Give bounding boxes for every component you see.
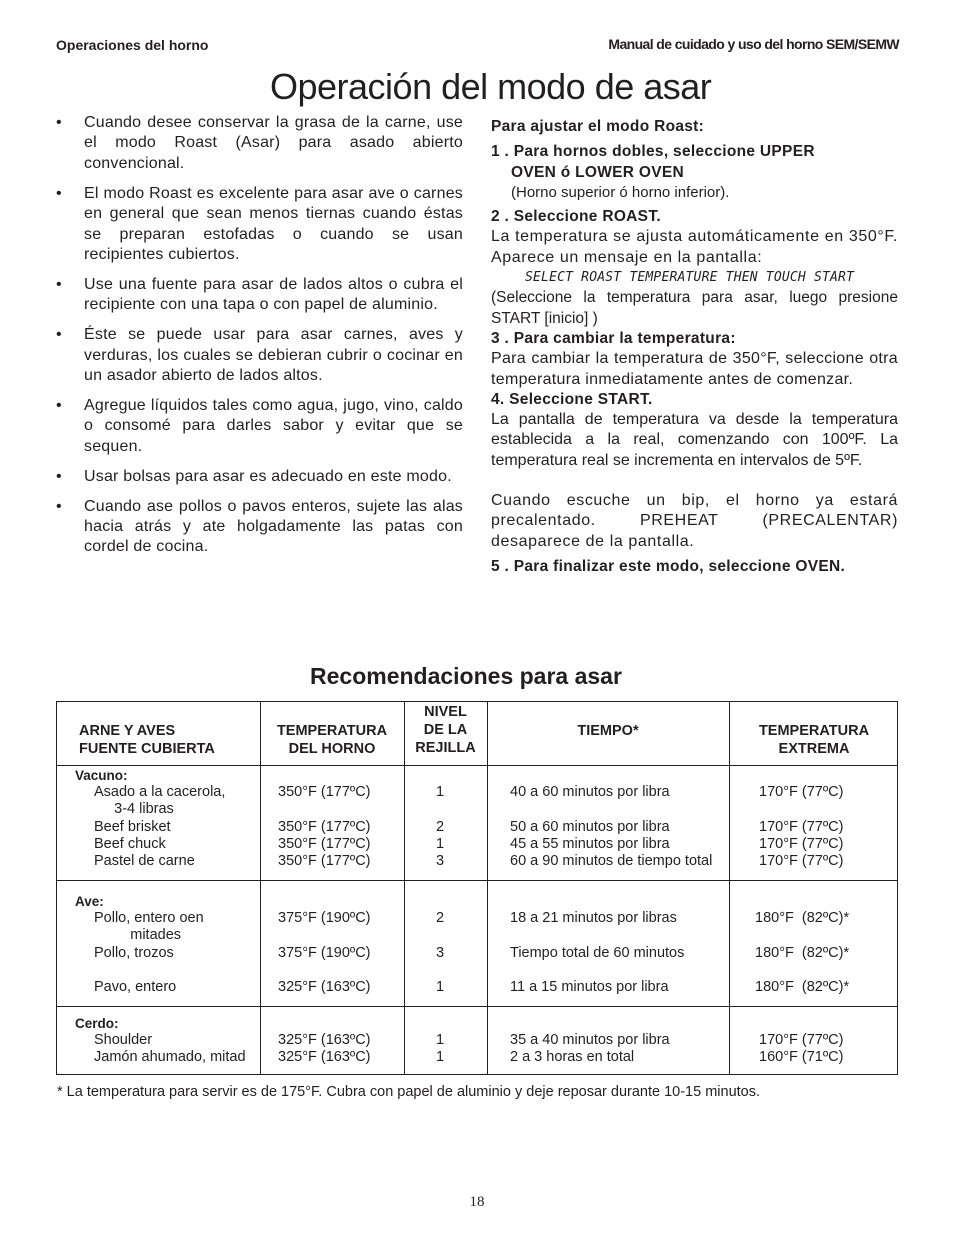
step-3-text: Para cambiar la temperatura de 350°F, seleccione otra temperatura inmediatamente antes de comenzar. (491, 350, 898, 388)
time-cell: 35 a 40 minutos por libra 2 a 3 horas en total (510, 1032, 670, 1066)
list-item (56, 184, 463, 266)
category-label: Vacuno: (75, 768, 128, 783)
section-header: Operaciones del horno (56, 37, 209, 53)
step-1-title-cont: OVEN ó LOWER OVEN (511, 163, 685, 181)
list-item (56, 325, 463, 386)
list-item (56, 396, 463, 457)
bullet-text: El modo Roast es excelente para asar ave o carnes en general que sean menos tiernas cuando éstas se preparan estofadas o cuando se usan recipientes cubiertos. (84, 184, 463, 263)
bullet-icon: • (56, 275, 62, 293)
bullet-icon: • (56, 396, 62, 414)
table-row: Asado a la cacerola, 3-4 libras Beef brisket Beef chuck Pastel de carne (94, 784, 226, 870)
step-3-title: 3 . Para cambiar la temperatura: (491, 329, 736, 347)
row-divider (57, 1006, 897, 1007)
display-message: SELECT ROAST TEMPERATURE THEN TOUCH START (525, 270, 855, 286)
step-2-text: La temperatura se ajusta automáticamente en 350°F. Aparece un mensaje en la pantalla: (491, 228, 898, 266)
header-oven-temp: TEMPERATURA DEL HORNO (276, 723, 388, 757)
category-label: Ave: (75, 894, 104, 909)
rack-level-cell: 1 2 1 3 (435, 784, 445, 870)
step-1-note: (Horno superior ó horno inferior). (511, 183, 730, 201)
page-title: Operación del modo de asar (270, 66, 712, 107)
bullet-text: Éste se puede usar para asar carnes, aves y verduras, los cuales se debieran cubrir o cocinar en un asador abierto de lados altos. (84, 326, 463, 384)
bullet-text: Use una fuente para asar de lados altos o cubra el recipiente con una tapa o con papel de aluminio. (84, 275, 463, 314)
instructions-heading: Para ajustar el modo Roast: (491, 118, 705, 135)
step-2-note: (Seleccione la temperatura para asar, luego presione START [inicio] ) (491, 289, 898, 327)
roasting-table (56, 701, 898, 1075)
bullet-icon: • (56, 497, 62, 515)
header-final-temp: TEMPERATURA EXTREMA (758, 723, 870, 757)
table-title: Recomendaciones para asar (310, 663, 622, 689)
bullet-text: Cuando desee conservar la grasa de la carne, use el modo Roast (Asar) para asado abierto convencional. (84, 114, 463, 172)
list-item (56, 467, 463, 487)
oven-temp-cell: 375°F (190ºC) 375°F (190ºC) 325°F (163ºC) (278, 910, 371, 996)
table-row: Pollo, entero oen mitades Pollo, trozos Pavo, entero (94, 910, 204, 996)
final-temp-cell: 180°F (82ºC)* 180°F (82ºC)* 180°F (82ºC)* (755, 910, 850, 996)
final-temp-cell: 170°F (77ºC) 170°F (77ºC) 170°F (77ºC) 170°F (77ºC) (759, 784, 844, 870)
bullet-icon: • (56, 326, 62, 344)
rack-level-cell: 2 3 1 (435, 910, 445, 996)
manual-header: Manual de cuidado y uso del horno SEM/SEMW (608, 36, 899, 52)
bullet-icon: • (56, 114, 62, 131)
rack-level-cell: 1 1 (435, 1032, 445, 1066)
header-rack-level: NIVEL DE LA REJILLA (415, 704, 476, 756)
table-footnote: * La temperatura para servir es de 175°F. Cubra con papel de aluminio y deje reposar durante 10-15 minutos. (57, 1084, 761, 1100)
bullet-text: Cuando ase pollos o pavos enteros, sujete las alas hacia atrás y ate holgadamente las patas con cordel de cocina. (84, 497, 463, 556)
step-4-text: La pantalla de temperatura va desde la temperatura establecida a la real, comenzando con 100ºF. La temperatura real se incrementa en intervalos de 5ºF. (491, 411, 898, 469)
page-number: 18 (469, 1194, 485, 1210)
row-divider (57, 880, 897, 881)
column-divider (487, 702, 488, 1074)
table-row: Shoulder Jamón ahumado, mitad (94, 1032, 246, 1066)
bullet-text: Agregue líquidos tales como agua, jugo, vino, caldo o consomé para darles sabor y evitar que se sequen. (84, 396, 463, 455)
final-temp-cell: 170°F (77ºC) 160°F (71ºC) (759, 1032, 844, 1066)
header-meat: ARNE Y AVES FUENTE CUBIERTA (79, 723, 215, 757)
step-4-note: Cuando escuche un bip, el horno ya estará precalentado. PREHEAT (PRECALENTAR) desaparece de la pantalla. (491, 492, 898, 550)
bullet-icon: • (56, 467, 62, 485)
instructions (491, 117, 898, 577)
list-item (56, 497, 463, 558)
oven-temp-cell: 325°F (163ºC) 325°F (163ºC) (278, 1032, 371, 1066)
list-item (56, 275, 463, 316)
bullet-list (56, 113, 463, 567)
step-1-title: 1 . Para hornos dobles, seleccione UPPER (491, 143, 815, 161)
step-5-title: 5 . Para finalizar este modo, seleccione OVEN. (491, 557, 846, 575)
bullet-icon: • (56, 184, 62, 202)
step-2-title: 2 . Seleccione ROAST. (491, 208, 661, 226)
step-4-title: 4. Seleccione START. (491, 390, 653, 408)
time-cell: 18 a 21 minutos por libras Tiempo total de 60 minutos 11 a 15 minutos por libra (510, 910, 685, 996)
row-divider (57, 765, 897, 766)
time-cell: 40 a 60 minutos por libra 50 a 60 minutos por libra 45 a 55 minutos por libra 60 a 90 minutos de tiempo total (510, 784, 713, 870)
oven-temp-cell: 350°F (177ºC) 350°F (177ºC) 350°F (177ºC) 350°F (177ºC) (278, 784, 371, 870)
category-label: Cerdo: (75, 1016, 119, 1031)
bullet-text: Usar bolsas para asar es adecuado en este modo. (84, 467, 452, 485)
column-divider (404, 702, 405, 1074)
list-item (56, 113, 463, 174)
header-time: TIEMPO* (577, 723, 639, 739)
